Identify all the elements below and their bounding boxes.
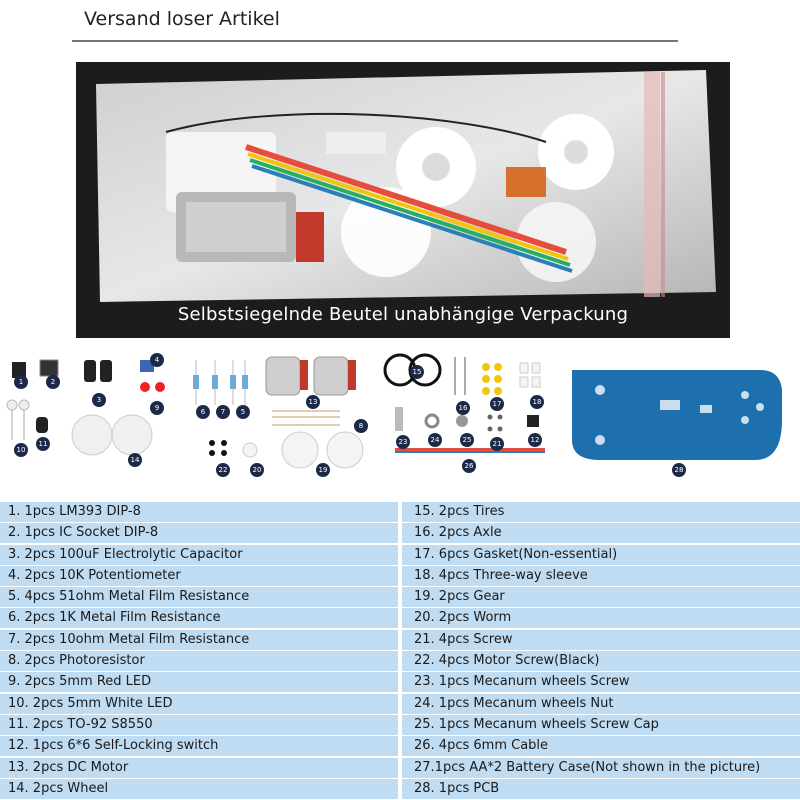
parts-list-item: 28. 1pcs PCB: [402, 779, 800, 799]
part-number-badge: 8: [354, 419, 368, 433]
parts-list-right-column: [402, 502, 800, 800]
parts-list-item: 25. 1pcs Mecanum wheels Screw Cap: [402, 715, 800, 735]
parts-list-item: 24. 1pcs Mecanum wheels Nut: [402, 694, 800, 714]
parts-list-item: 18. 4pcs Three-way sleeve: [402, 566, 800, 586]
part-number-badge: 23: [396, 435, 410, 449]
part-number-badge: 6: [196, 405, 210, 419]
parts-list-item: 23. 1pcs Mecanum wheels Screw: [402, 672, 800, 692]
part-number-badge: 22: [216, 463, 230, 477]
parts-list-item: 1. 1pcs LM393 DIP-8: [0, 502, 398, 522]
parts-list-item: 5. 4pcs 51ohm Metal Film Resistance: [0, 587, 398, 607]
photo-caption: Selbstsiegelnde Beutel unabhängige Verpackung: [177, 304, 629, 325]
part-number-badge: 21: [490, 437, 504, 451]
parts-list-item: 12. 1pcs 6*6 Self-Locking switch: [0, 736, 398, 756]
parts-list-item: 17. 6pcs Gasket(Non-essential): [402, 545, 800, 565]
parts-list-item: 27.1pcs AA*2 Battery Case(Not shown in the picture): [402, 758, 800, 778]
part-number-badge: 25: [460, 433, 474, 447]
title-divider: [72, 40, 678, 42]
parts-list-item: 4. 2pcs 10K Potentiometer: [0, 566, 398, 586]
part-number-badge: 12: [528, 433, 542, 447]
parts-list-item: 9. 2pcs 5mm Red LED: [0, 672, 398, 692]
bag-illustration: [76, 62, 730, 338]
part-number-badge: 18: [530, 395, 544, 409]
part-number-badge: 20: [250, 463, 264, 477]
parts-list-item: 7. 2pcs 10ohm Metal Film Resistance: [0, 630, 398, 650]
parts-list-item: 15. 2pcs Tires: [402, 502, 800, 522]
part-number-badge: 17: [490, 397, 504, 411]
parts-list-item: 8. 2pcs Photoresistor: [0, 651, 398, 671]
package-photo: [76, 62, 730, 338]
part-number-badge: 19: [316, 463, 330, 477]
parts-list-item: 26. 4pcs 6mm Cable: [402, 736, 800, 756]
parts-list-item: 19. 2pcs Gear: [402, 587, 800, 607]
part-number-badge: 9: [150, 401, 164, 415]
parts-list-item: 20. 2pcs Worm: [402, 608, 800, 628]
part-number-badge: 16: [456, 401, 470, 415]
parts-list-item: 6. 2pcs 1K Metal Film Resistance: [0, 608, 398, 628]
parts-list-item: 16. 2pcs Axle: [402, 523, 800, 543]
part-number-badge: 14: [128, 453, 142, 467]
part-number-badge: 26: [462, 459, 476, 473]
part-number-badge: 3: [92, 393, 106, 407]
part-number-badge: 2: [46, 375, 60, 389]
parts-illustration: [0, 345, 800, 495]
part-number-badge: 1: [14, 375, 28, 389]
part-number-badge: 4: [150, 353, 164, 367]
page-title: Versand loser Artikel: [84, 8, 280, 30]
parts-list-item: 22. 4pcs Motor Screw(Black): [402, 651, 800, 671]
part-number-badge: 10: [14, 443, 28, 457]
part-number-badge: 7: [216, 405, 230, 419]
parts-list-item: 14. 2pcs Wheel: [0, 779, 398, 799]
part-number-badge: 11: [36, 437, 50, 451]
part-number-badge: 5: [236, 405, 250, 419]
parts-list-left-column: [0, 502, 398, 800]
part-number-badge: 28: [672, 463, 686, 477]
header: [0, 0, 800, 50]
parts-list-table: [0, 502, 800, 800]
parts-list-item: 2. 1pcs IC Socket DIP-8: [0, 523, 398, 543]
parts-list-item: 11. 2pcs TO-92 S8550: [0, 715, 398, 735]
part-number-badge: 24: [428, 433, 442, 447]
parts-list-item: 10. 2pcs 5mm White LED: [0, 694, 398, 714]
part-number-badge: 13: [306, 395, 320, 409]
parts-list-item: 21. 4pcs Screw: [402, 630, 800, 650]
parts-list-item: 13. 2pcs DC Motor: [0, 758, 398, 778]
parts-list-item: 3. 2pcs 100uF Electrolytic Capacitor: [0, 545, 398, 565]
part-number-badge: 15: [410, 365, 424, 379]
